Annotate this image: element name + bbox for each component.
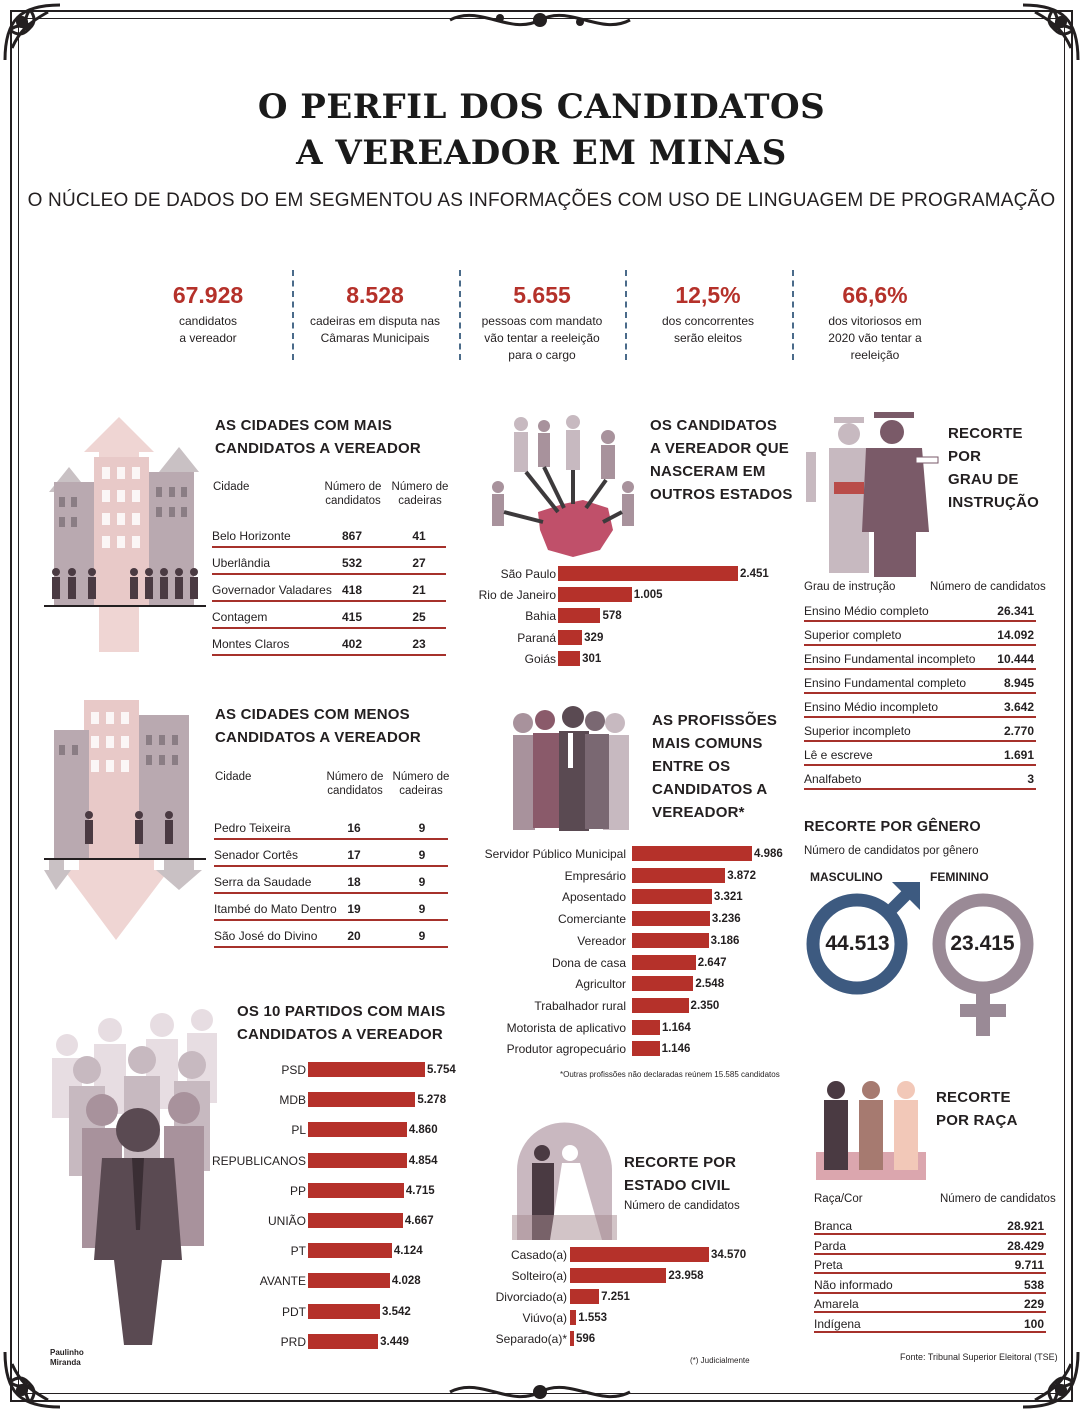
table-row — [214, 843, 448, 867]
section-title-line: ESTADO CIVIL — [624, 1177, 731, 1194]
seat-count: 25 — [412, 610, 426, 624]
column-header-cidade: Cidade — [213, 481, 250, 493]
wedding-couple-illustration — [512, 1115, 617, 1240]
bar-value-label: 3.542 — [382, 1305, 411, 1318]
female-value: 23.415 — [950, 932, 1015, 955]
city-name: Contagem — [212, 610, 268, 624]
row-label: Indígena — [814, 1316, 861, 1331]
stat-number: 8.528 — [346, 282, 404, 308]
bar-value-label: 2.451 — [740, 568, 769, 580]
female-symbol-icon — [928, 880, 1038, 1040]
column-header-cadeiras — [391, 770, 451, 798]
bar — [558, 630, 582, 645]
bar — [570, 1331, 574, 1346]
author-credit — [50, 1348, 84, 1368]
row-label: Superior incompleto — [804, 724, 911, 738]
bar-value-label: 23.958 — [668, 1270, 704, 1282]
row-value: 28.921 — [1007, 1219, 1044, 1233]
bar-value-label: 1.164 — [662, 1021, 691, 1034]
candidate-count: 17 — [347, 848, 361, 862]
section-title-line: CANDIDATOS A — [652, 781, 768, 798]
section-title-line: RECORTE POR — [624, 1154, 737, 1171]
header-line: cadeiras — [398, 495, 442, 507]
bar-category-label: Bahia — [525, 609, 556, 624]
bar — [308, 1092, 415, 1107]
bar-value-label: 3.872 — [727, 869, 756, 882]
candidate-count: 18 — [347, 875, 361, 889]
bar — [308, 1213, 403, 1228]
column-header-cidade: Cidade — [215, 771, 252, 783]
candidate-count: 20 — [347, 929, 361, 943]
section-title-line: CANDIDATOS A VEREADOR — [237, 1026, 443, 1043]
candidate-count: 402 — [341, 637, 363, 651]
bar-category-label: Goiás — [524, 651, 556, 666]
seat-count: 9 — [418, 821, 426, 835]
bar — [558, 651, 580, 666]
bar-category-label: Divorciado(a) — [495, 1290, 567, 1304]
bar-category-label: PSD — [281, 1063, 306, 1077]
genero-subtitle: Número de candidatos por gênero — [804, 845, 979, 857]
row-value: 26.341 — [997, 604, 1034, 618]
row-value: 10.444 — [997, 652, 1034, 666]
bar — [308, 1062, 425, 1077]
row-value: 9.711 — [1014, 1258, 1044, 1272]
row-label: Analfabeto — [804, 772, 862, 786]
bar-value-label: 4.854 — [408, 1154, 438, 1167]
row-value: 1.691 — [1003, 748, 1034, 762]
bar — [570, 1247, 709, 1262]
row-value: 229 — [1023, 1297, 1044, 1311]
table-row — [804, 696, 1036, 718]
row-label: Branca — [814, 1219, 853, 1233]
column-header-cadeiras — [390, 480, 450, 508]
candidate-count: 867 — [341, 529, 363, 543]
row-label: Ensino Fundamental incompleto — [804, 652, 976, 666]
bar — [570, 1268, 666, 1283]
bar-value-label: 329 — [584, 631, 604, 644]
bar-value-label: 3.449 — [380, 1335, 409, 1348]
ornament-top-left-icon — [0, 0, 70, 70]
male-value: 44.513 — [825, 932, 890, 955]
row-label: Superior completo — [804, 628, 902, 642]
stat-number: 67.928 — [172, 282, 244, 308]
bar-category-label: Rio de Janeiro — [478, 588, 556, 603]
seat-count: 23 — [412, 637, 426, 651]
section-title-line: AS PROFISSÕES — [652, 712, 778, 729]
section-title-line: CANDIDATOS A VEREADOR — [215, 729, 421, 746]
stat-text: candidatos — [178, 314, 238, 328]
table-row — [804, 600, 1036, 622]
table-row — [804, 720, 1036, 742]
bar-category-label: PT — [290, 1244, 306, 1259]
stat-text: 2020 vão tentar a — [828, 331, 922, 345]
table-row — [804, 648, 1036, 670]
bar — [558, 608, 600, 623]
bar-category-label: PDT — [282, 1304, 306, 1319]
section-title-estados — [650, 414, 793, 506]
bar — [632, 998, 689, 1013]
section-title-line: OS CANDIDATOS — [650, 417, 778, 434]
section-title-instrucao — [948, 422, 1039, 514]
city-name: Belo Horizonte — [212, 529, 291, 543]
divider — [625, 270, 627, 360]
title-line-2: A VEREADOR EM MINAS — [296, 133, 787, 173]
bar-category-label: Agricultor — [575, 977, 626, 992]
header-line: cadeiras — [399, 785, 443, 797]
bar-value-label: 7.251 — [601, 1291, 630, 1303]
page-subtitle: O NÚCLEO DE DADOS DO EM SEGMENTOU AS INFORMAÇÕES COM USO DE LINGUAGEM DE PROGRAMAÇÃO — [27, 190, 1056, 211]
bar-value-label: 4.028 — [391, 1275, 421, 1288]
bar-category-label: Aposentado — [561, 890, 626, 905]
city-name: Uberlândia — [212, 556, 271, 570]
seat-count: 21 — [412, 583, 426, 597]
column-header-candidatos — [325, 770, 385, 798]
table-row — [804, 624, 1036, 646]
bar-category-label: Separado(a)* — [495, 1332, 567, 1346]
table-row — [214, 897, 448, 921]
column-header-numero: Número de candidatos — [930, 581, 1046, 593]
page-title — [0, 84, 1083, 176]
header-line: Número de — [324, 481, 382, 493]
section-title-line: POR — [948, 448, 982, 465]
row-label: Ensino Médio incompleto — [804, 700, 939, 714]
row-label: Amarela — [814, 1297, 859, 1311]
bar-category-label: Viúvo(a) — [522, 1311, 567, 1325]
bar — [308, 1183, 404, 1198]
bar-category-label: Trabalhador rural — [534, 998, 626, 1013]
table-row — [814, 1257, 1046, 1274]
bar-value-label: 596 — [576, 1333, 596, 1345]
bar-category-label: MDB — [279, 1093, 306, 1108]
ornament-top-right-icon — [1013, 0, 1083, 70]
divider — [459, 270, 461, 360]
bar-value-label: 4.667 — [404, 1215, 434, 1227]
candidate-count: 19 — [347, 902, 361, 916]
row-value: 2.770 — [1003, 724, 1034, 738]
city-name: Itambé do Mato Dentro — [214, 902, 337, 916]
race-figures-illustration — [816, 1080, 926, 1180]
bar-category-label: Produtor agropecuário — [506, 1042, 626, 1057]
row-value: 538 — [1023, 1277, 1044, 1292]
section-title-line: AS CIDADES COM MAIS — [215, 417, 393, 434]
row-value: 8.945 — [1003, 676, 1034, 690]
bar — [570, 1289, 599, 1304]
candidate-count: 415 — [341, 610, 363, 624]
section-title-line: MAIS COMUNS — [652, 735, 763, 752]
bar-category-label: PRD — [280, 1334, 306, 1349]
header-line: Número de — [392, 771, 450, 783]
stat-vitoriosos — [800, 282, 950, 364]
bar-value-label: 3.321 — [713, 891, 743, 904]
bar-value-label: 4.715 — [405, 1184, 435, 1197]
graduates-illustration — [804, 412, 944, 577]
female-label: FEMININO — [930, 870, 989, 884]
city-name: Montes Claros — [212, 637, 290, 651]
profissoes-footnote: *Outras profissões não declaradas reúnem 15.585 candidatos — [560, 1070, 780, 1079]
row-value: 28.429 — [1007, 1238, 1044, 1253]
table-row — [804, 672, 1036, 694]
table-row — [814, 1238, 1046, 1255]
bar-value-label: 2.548 — [695, 978, 725, 991]
bar — [308, 1122, 407, 1137]
section-title-line: POR RAÇA — [936, 1112, 1018, 1129]
stat-cadeiras — [300, 282, 450, 347]
city-name: Serra da Saudade — [214, 875, 312, 889]
bar-category-label: Dona de casa — [551, 955, 626, 970]
section-title-line: VEREADOR* — [652, 804, 745, 821]
row-value: 14.092 — [997, 628, 1034, 642]
bar — [632, 933, 709, 948]
table-row — [214, 924, 448, 948]
stat-number: 66,6% — [842, 282, 908, 308]
row-label: Ensino Fundamental completo — [804, 676, 967, 690]
candidate-count: 532 — [341, 556, 363, 570]
stat-candidatos — [133, 282, 283, 347]
bar — [570, 1310, 576, 1325]
column-header-grau: Grau de instrução — [804, 581, 896, 593]
header-line: Número de — [391, 481, 449, 493]
column-header-numero: Número de candidatos — [940, 1193, 1056, 1205]
bar-category-label: Vereador — [577, 933, 626, 948]
table-row — [814, 1218, 1046, 1235]
stat-reeleicao — [467, 282, 617, 364]
bar-category-label: PP — [289, 1183, 306, 1198]
bar-value-label: 301 — [582, 652, 602, 665]
stat-eleitos — [633, 282, 783, 347]
bar-category-label: Empresário — [564, 868, 626, 883]
bar-value-label: 3.186 — [710, 934, 740, 947]
candidate-count: 16 — [347, 821, 361, 835]
row-label: Preta — [814, 1258, 843, 1272]
ornament-bottom-center-icon — [440, 1374, 640, 1410]
bar — [632, 889, 712, 904]
stat-text: pessoas com mandato — [481, 314, 603, 328]
author-line: Paulinho — [50, 1348, 84, 1357]
stat-text: serão eleitos — [673, 331, 743, 345]
bar-value-label: 4.986 — [754, 848, 783, 860]
row-value: 3.642 — [1003, 700, 1034, 714]
bar-category-label: UNIÃO — [267, 1214, 306, 1228]
table-row — [212, 524, 446, 548]
seat-count: 9 — [418, 875, 426, 889]
stat-text: dos concorrentes — [661, 314, 755, 328]
city-name: São José do Divino — [214, 929, 318, 943]
bar — [632, 1041, 660, 1056]
divider — [292, 270, 294, 360]
row-value: 3 — [1027, 772, 1034, 786]
column-header-raca: Raça/Cor — [814, 1193, 863, 1205]
section-title-line: INSTRUÇÃO — [948, 494, 1039, 511]
section-title-menos — [215, 703, 421, 749]
section-title-mais — [215, 414, 421, 460]
bar-value-label: 34.570 — [711, 1249, 747, 1261]
column-header-candidatos — [323, 480, 383, 508]
bar — [632, 846, 752, 861]
seat-count: 9 — [418, 848, 426, 862]
ornament-top-center-icon — [440, 2, 640, 38]
bar-value-label: 2.647 — [697, 956, 727, 969]
bar-value-label: 1.553 — [578, 1312, 608, 1324]
section-title-genero: RECORTE POR GÊNERO — [804, 819, 981, 835]
city-name: Senador Cortês — [214, 848, 299, 862]
bar-category-label: Casado(a) — [510, 1248, 567, 1262]
table-row — [814, 1277, 1046, 1294]
professionals-illustration — [505, 705, 640, 835]
bar-value-label: 578 — [602, 610, 622, 623]
bar-category-label: São Paulo — [500, 567, 556, 581]
seat-count: 27 — [412, 556, 426, 570]
bar-value-label: 1.146 — [661, 1043, 691, 1056]
bar-value-label: 4.124 — [393, 1245, 423, 1258]
section-title-line: ENTRE OS — [652, 758, 731, 775]
row-label: Parda — [814, 1238, 847, 1253]
bar-value-label: 5.278 — [417, 1094, 447, 1107]
buildings-down-illustration — [44, 690, 206, 945]
bar-category-label: PL — [291, 1123, 306, 1138]
bar-category-label: Solteiro(a) — [511, 1269, 567, 1283]
section-title-line: CANDIDATOS A VEREADOR — [215, 440, 421, 457]
section-title-profissoes — [652, 709, 777, 824]
table-row — [214, 870, 448, 894]
bar — [632, 955, 696, 970]
stat-text: para o cargo — [508, 348, 576, 362]
divider — [792, 270, 794, 360]
city-name: Governador Valadares — [212, 583, 332, 597]
table-row — [814, 1316, 1046, 1333]
seat-count: 41 — [412, 529, 426, 543]
city-name: Pedro Teixeira — [214, 821, 291, 835]
businessmen-illustration — [52, 1000, 224, 1345]
section-title-partidos — [237, 1000, 446, 1046]
table-row — [804, 744, 1036, 766]
stat-text: cadeiras em disputa nas — [309, 314, 441, 328]
title-line-1: O PERFIL DOS CANDIDATOS — [257, 87, 826, 127]
stat-number: 5.655 — [513, 282, 571, 308]
table-row — [214, 816, 448, 840]
bar-category-label: Paraná — [517, 630, 556, 645]
buildings-up-illustration — [44, 412, 206, 654]
bar-value-label: 2.350 — [690, 999, 720, 1012]
table-row — [804, 768, 1036, 790]
row-label: Lê e escreve — [804, 748, 873, 762]
header-line: candidatos — [325, 495, 381, 507]
section-title-line: OUTROS ESTADOS — [650, 486, 793, 503]
bar-category-label: Comerciante — [557, 912, 626, 927]
section-title-line: RECORTE — [936, 1089, 1011, 1106]
bar-value-label: 1.005 — [633, 589, 663, 602]
stat-number: 12,5% — [675, 282, 741, 308]
bar-category-label: Motorista de aplicativo — [506, 1020, 626, 1035]
bar-value-label: 5.754 — [427, 1064, 456, 1076]
bar — [632, 1020, 660, 1035]
section-title-line: AS CIDADES COM MENOS — [215, 706, 410, 723]
author-line: Miranda — [50, 1358, 81, 1367]
civil-subtitle: Número de candidatos — [624, 1200, 740, 1212]
seat-count: 9 — [418, 929, 426, 943]
bar-category-label: AVANTE — [259, 1274, 306, 1289]
section-title-civil — [624, 1151, 736, 1197]
source-credit: Fonte: Tribunal Superior Eleitoral (TSE) — [900, 1352, 1058, 1362]
row-value: 100 — [1023, 1316, 1044, 1331]
candidate-count: 418 — [341, 583, 363, 597]
section-title-line: NASCERAM EM — [650, 463, 766, 480]
stat-text: dos vitoriosos em — [828, 314, 922, 328]
stat-text: a vereador — [179, 331, 237, 345]
section-title-line: A VEREADOR QUE — [650, 440, 789, 457]
bar-category-label: REPUBLICANOS — [211, 1153, 306, 1168]
bar-category-label: Servidor Público Municipal — [484, 847, 626, 861]
bar — [632, 911, 710, 926]
migrants-map-illustration — [488, 412, 643, 567]
bar — [558, 587, 632, 602]
row-label: Ensino Médio completo — [804, 604, 929, 618]
bar — [632, 976, 693, 991]
male-label: MASCULINO — [810, 870, 883, 884]
row-label: Não informado — [814, 1277, 893, 1292]
section-title-raca — [936, 1086, 1018, 1132]
header-line: candidatos — [327, 785, 383, 797]
stat-text: vão tentar a reeleição — [484, 331, 600, 345]
bar — [308, 1153, 407, 1168]
bar — [632, 868, 725, 883]
bar-value-label: 4.860 — [408, 1124, 438, 1137]
stat-text: reeleição — [850, 348, 900, 362]
header-line: Número de — [326, 771, 384, 783]
civil-footnote: (*) Judicialmente — [690, 1356, 750, 1365]
section-title-line: RECORTE — [948, 425, 1023, 442]
section-title-line: GRAU DE — [948, 471, 1019, 488]
bar-value-label: 3.236 — [711, 913, 741, 926]
bar — [558, 566, 738, 581]
section-title-line: OS 10 PARTIDOS COM MAIS — [237, 1003, 446, 1020]
table-row — [814, 1296, 1046, 1313]
stat-text: Câmaras Municipais — [320, 331, 430, 345]
seat-count: 9 — [418, 902, 426, 916]
